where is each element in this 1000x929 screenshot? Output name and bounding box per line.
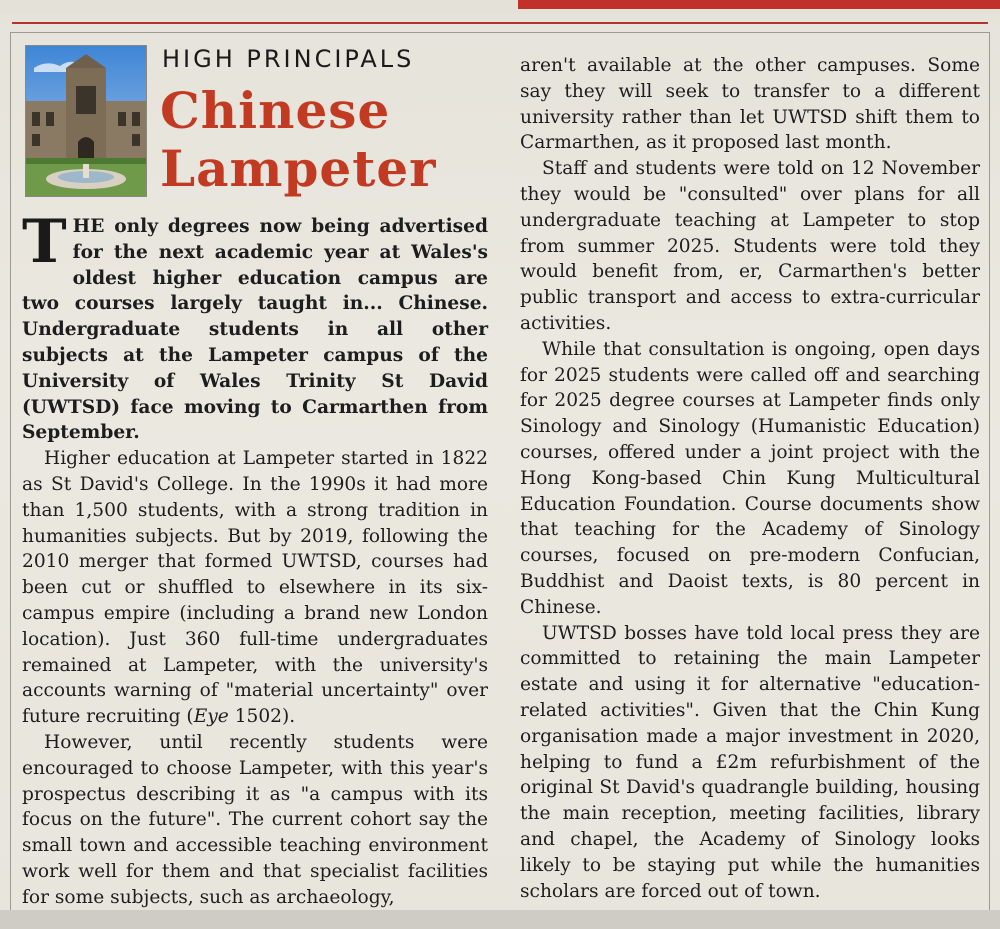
body-paragraph-4: While that consultation is ongoing, open days for 2025 students were called off and searching for 2025 degree courses at Lampeter finds only Sinology and Sinology (Humanistic Education) courses, offered under a joint project with the Hong Kong-based Chin Kung Multicultural Education Foundation. Course documents show that teaching for the Academy of Sinology courses, focused on pre-modern Confucian, Buddhist and Daoist texts, is 80 percent in Chinese. (520, 338, 980, 618)
article-column-right (520, 53, 980, 904)
headline-line-1: Chinese (160, 81, 391, 140)
page-bottom-edge (0, 910, 1000, 929)
headline-line-2: Lampeter (160, 139, 437, 198)
top-rule (12, 22, 988, 24)
lead-paragraph (22, 207, 488, 446)
lead-text: HE only degrees now being advertised for the next academic year at Wales's oldest higher education campus are two courses largely taught in... Chinese. Undergraduate students in all other subjects at the Lampeter campus of the University of Wales Trinity St David (UWTSD) face moving to Carmarthen from September. (22, 216, 488, 444)
body-paragraph-5: UWTSD bosses have told local press they are committed to retaining the main Lampeter estate and using it for alternative "education-related activities". Given that the Chin Kung organisation made a major investment in 2020, helping to fund a £2m refurbishment of the original St David's quadrangle building, housing the main reception, meeting facilities, library and chapel, the Academy of Sinology looks likely to be staying put while the humanities scholars are forced out of town. (520, 622, 980, 902)
citation-number: 1502). (228, 706, 296, 728)
body-paragraph-1-text: Higher education at Lampeter started in 1822 as St David's College. In the 1990s it had more than 1,500 students, with a strong tradition in humanities subjects. But by 2019, following the 2010 merger that formed UWTSD, courses had been cut or shuffled to elsewhere in its six-campus empire (including a brand new London location). Just 360 full-time undergraduates remained at Lampeter, with the university's accounts warning of "material uncertainty" over future recruiting ( (22, 448, 488, 728)
eye-citation: Eye (193, 706, 229, 728)
body-paragraph-2-continued: aren't available at the other campuses. Some say they will seek to transfer to a different university rather than let UWTSD shift them to Carmarthen, as it proposed last month. (520, 55, 980, 154)
university-building-photo (25, 45, 147, 197)
section-kicker: HIGH PRINCIPALS (162, 45, 415, 73)
headline (160, 82, 500, 198)
body-paragraph-2: However, until recently students were encouraged to choose Lampeter, with this year's prospectus describing it as "a campus with its focus on the future". The current cohort say the small town and accessible teaching environment work well for them and that specialist facilities for some subjects, such as archaeology, (22, 731, 488, 908)
body-paragraph-3: Staff and students were told on 12 November they would be "consulted" over plans for all undergraduate teaching at Lampeter to stop from summer 2025. Students were told they would benefit from, er, Carmarthen's better public transport and access to extra-curricular activities. (520, 158, 980, 334)
red-header-bar (518, 0, 1000, 9)
body-paragraph-1 (22, 446, 488, 730)
building-illustration (26, 46, 146, 196)
drop-cap: T (22, 207, 67, 277)
article-column-left (22, 207, 488, 911)
